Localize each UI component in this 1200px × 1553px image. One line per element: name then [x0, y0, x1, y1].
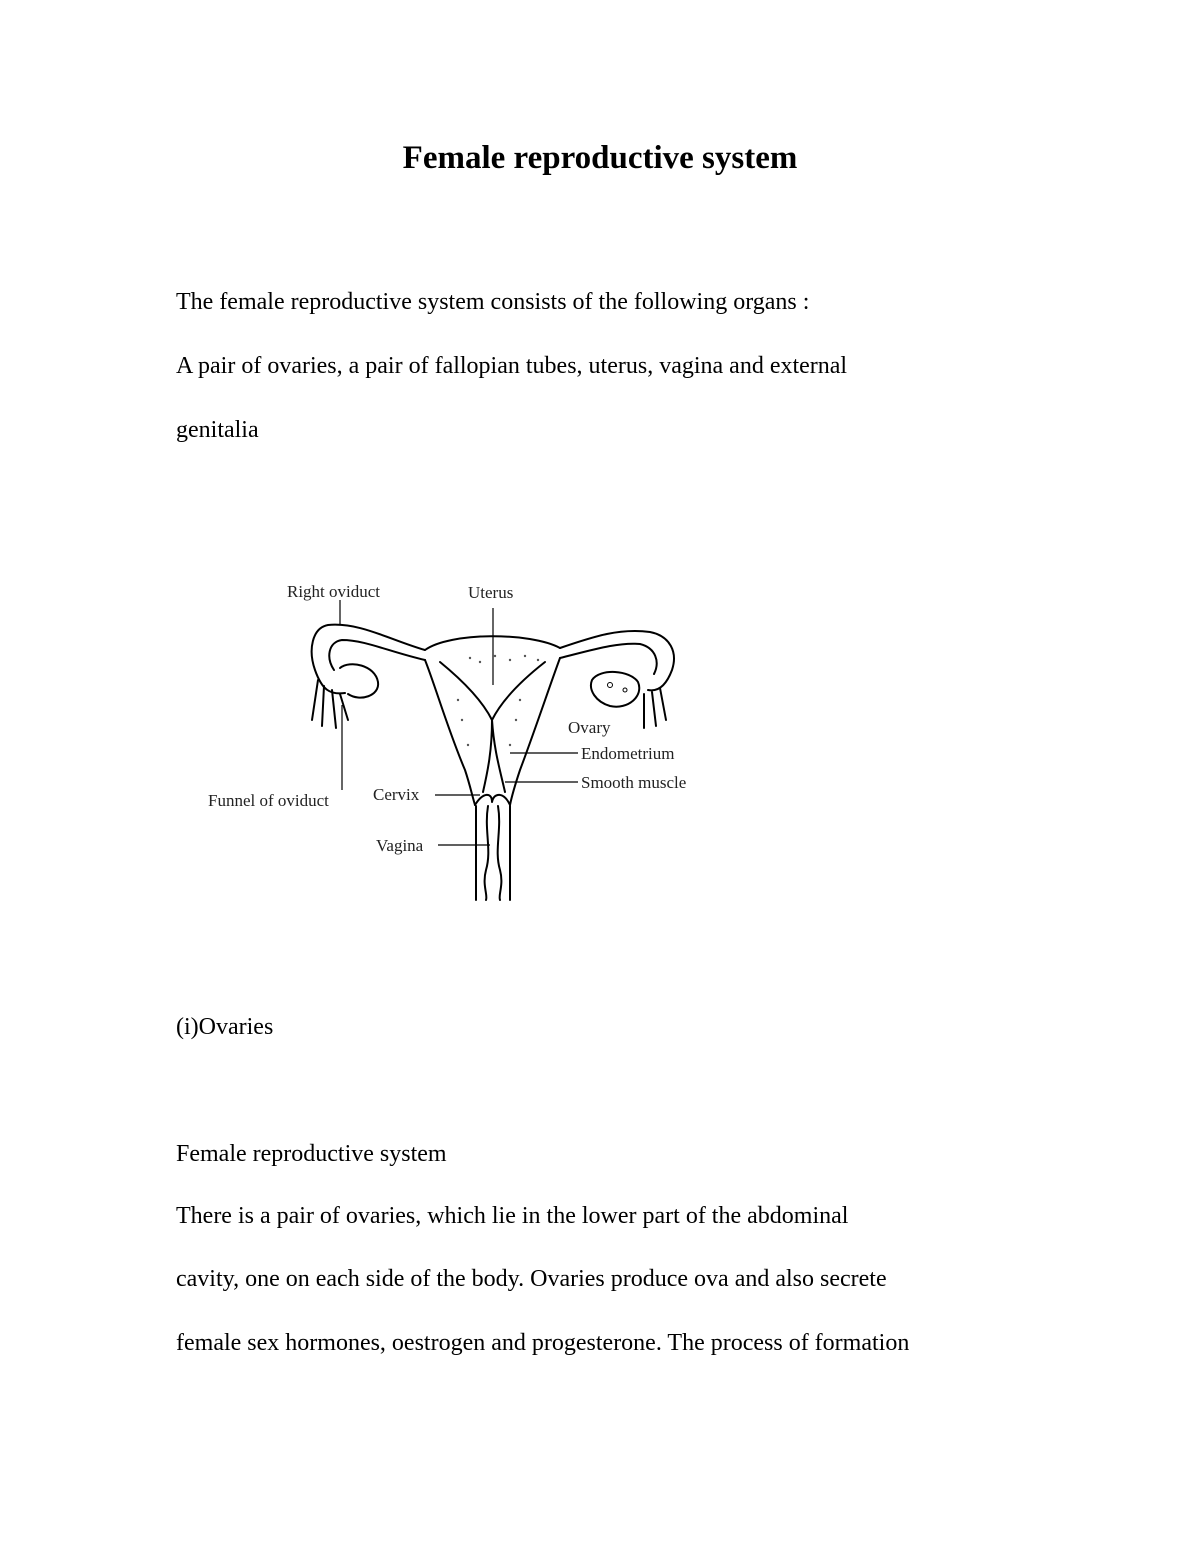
uterus-body — [425, 660, 475, 805]
left-fimbriae — [312, 680, 348, 728]
female-reproductive-diagram — [200, 570, 720, 915]
label-cervix: Cervix — [373, 785, 420, 804]
intro-line-3: genitalia — [176, 417, 259, 443]
cervix — [475, 795, 510, 805]
body-line-3: female sex hormones, oestrogen and progesterone. The process of formation — [176, 1330, 910, 1356]
label-vagina: Vagina — [376, 836, 424, 855]
right-ovary — [591, 672, 639, 707]
section-heading-ovaries: (i)Ovaries — [176, 1014, 274, 1040]
vagina — [476, 806, 510, 900]
label-endometrium: Endometrium — [581, 744, 675, 763]
intro-line-1: The female reproductive system consists of the following organs : — [176, 289, 810, 315]
body-line-1: There is a pair of ovaries, which lie in the lower part of the abdominal — [176, 1203, 849, 1229]
body-line-2: cavity, one on each side of the body. Ovaries produce ova and also secrete — [176, 1266, 887, 1292]
intro-line-2: A pair of ovaries, a pair of fallopian tubes, uterus, vagina and external — [176, 353, 848, 379]
label-funnel: Funnel of oviduct — [208, 791, 329, 810]
label-uterus: Uterus — [468, 583, 514, 602]
label-right-oviduct: Right oviduct — [287, 582, 381, 601]
label-ovary: Ovary — [568, 718, 611, 737]
subheading: Female reproductive system — [176, 1141, 447, 1167]
label-smooth-muscle: Smooth muscle — [581, 773, 687, 792]
right-fimbriae — [644, 688, 666, 728]
page-title: Female reproductive system — [402, 140, 798, 176]
